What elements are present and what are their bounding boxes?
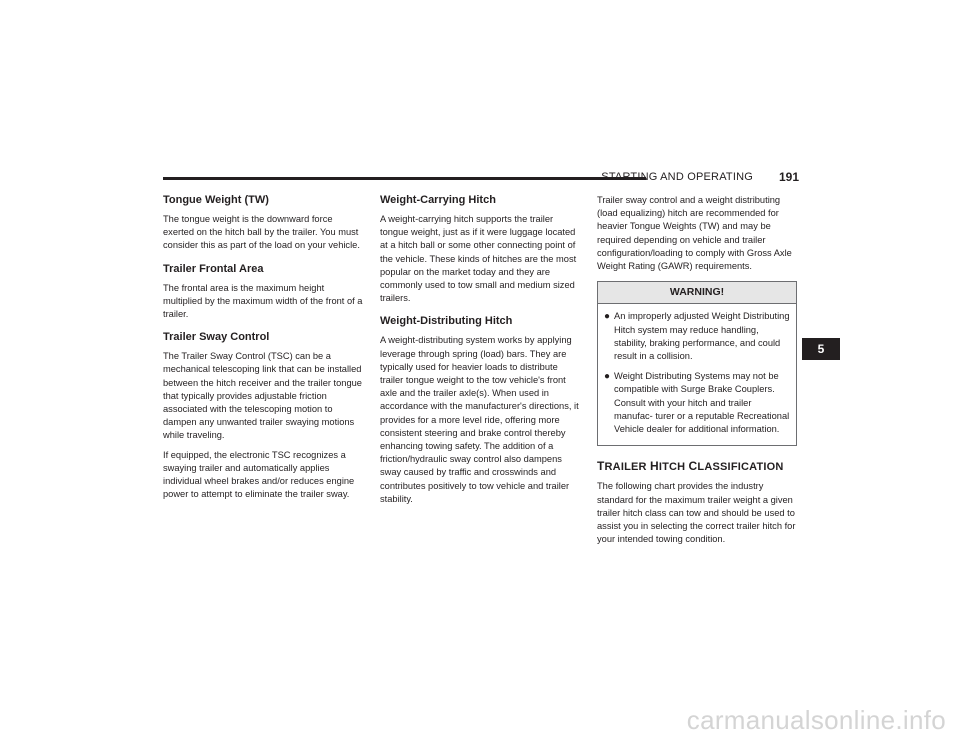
page-number: 191: [778, 170, 799, 184]
heading-cap-c: C: [688, 459, 698, 474]
page-header: [163, 171, 799, 185]
weight-distributing-text: A weight-distributing system works by applying leverage through spring (load) bars. They are typically used for heavier loads to distribute trailer tongue weight to the tow vehicle's front axle and the trailer axle(s). When used in accordance with the manufacturer's directions, it provides for a more level ride, offering more consistent steering and brake control thereby enhancing towing safety. The addition of a friction/hydraulic sway control also dampens sway caused by traffic and crosswinds and contributes positively to tow vehicle and trailer stability.: [380, 335, 579, 504]
weight-carrying-heading: Weight-Carrying Hitch: [380, 194, 496, 206]
sway-control-text-1: The Trailer Sway Control (TSC) can be a mechanical telescoping link that can be installed between the hitch receiver and the trailer tongue that typically provides adjustable friction associated with the telescoping motion to dampen any unwanted trailer swaying motions while traveling.: [163, 351, 362, 441]
sway-control-text-2: If equipped, the electronic TSC recognizes a swaying trailer and automatically applies individual wheel brakes and/or reduces engine power to attempt to eliminate the trailer sway.: [163, 449, 355, 500]
bullet-icon: ●: [604, 311, 611, 323]
bullet-icon: ●: [604, 371, 611, 383]
chapter-tab: 5: [802, 338, 840, 360]
column-left: [163, 194, 366, 507]
warning-item-text: Weight Distributing Systems may not be compatible with Surge Brake Couplers. Consult with your hitch and trailer manufac- turer or a reputable Recreational Vehicle dealer for additional information.: [614, 371, 790, 435]
heading-part-1: RAILER: [604, 461, 650, 474]
weight-carrying-text: A weight-carrying hitch supports the trailer tongue weight, just as if it were luggage located at a hitch ball or some other connecting point of the vehicle. These kinds of hitches are the most popular on the market today and they are commonly used to tow small and medium sized trailers.: [380, 214, 577, 304]
header-rule: [163, 177, 646, 180]
watermark: carmanualsonline.info: [686, 705, 946, 735]
intro-text: Trailer sway control and a weight distributing (load equalizing) hitch are recommended for heavier Tongue Weights (TW) and may be required depending on vehicle and trailer configuration/loading to comply with Gross Axle Weight Rating (GAWR) requirements.: [597, 195, 792, 272]
tongue-weight-heading: Tongue Weight (TW): [163, 194, 269, 206]
heading-part-2: ITCH: [658, 461, 689, 474]
section-title: STARTING AND OPERATING: [601, 171, 753, 183]
classification-text: The following chart provides the industry standard for the maximum trailer weight a given trailer hitch class can tow and should be used to assist you in selecting the correct trailer hitch for your intended towing condition.: [597, 481, 796, 545]
weight-distributing-heading: Weight-Distributing Hitch: [380, 315, 513, 328]
classification-heading: [597, 460, 797, 474]
frontal-area-text: The frontal area is the maximum height multiplied by the maximum width of the front of a trailer.: [163, 282, 363, 320]
heading-cap-t: T: [597, 459, 605, 474]
warning-item: [604, 370, 790, 436]
warning-title: WARNING!: [598, 282, 796, 304]
warning-item-text: An improperly adjusted Weight Distributing Hitch system may reduce handling, stability, braking performance, and could result in a collision.: [614, 311, 790, 362]
column-middle: [380, 194, 583, 512]
warning-body: [598, 304, 796, 445]
warning-box: [597, 281, 797, 446]
heading-cap-h: H: [649, 459, 659, 474]
tongue-weight-text: The tongue weight is the downward force exerted on the hitch ball by the trailer. You must consider this as part of the load on your vehicle.: [163, 214, 360, 251]
warning-item: [604, 310, 790, 363]
frontal-area-heading: Trailer Frontal Area: [163, 262, 264, 275]
sway-control-heading: Trailer Sway Control: [163, 331, 270, 344]
column-right: [597, 194, 797, 552]
heading-part-3: LASSIFICATION: [697, 461, 784, 474]
